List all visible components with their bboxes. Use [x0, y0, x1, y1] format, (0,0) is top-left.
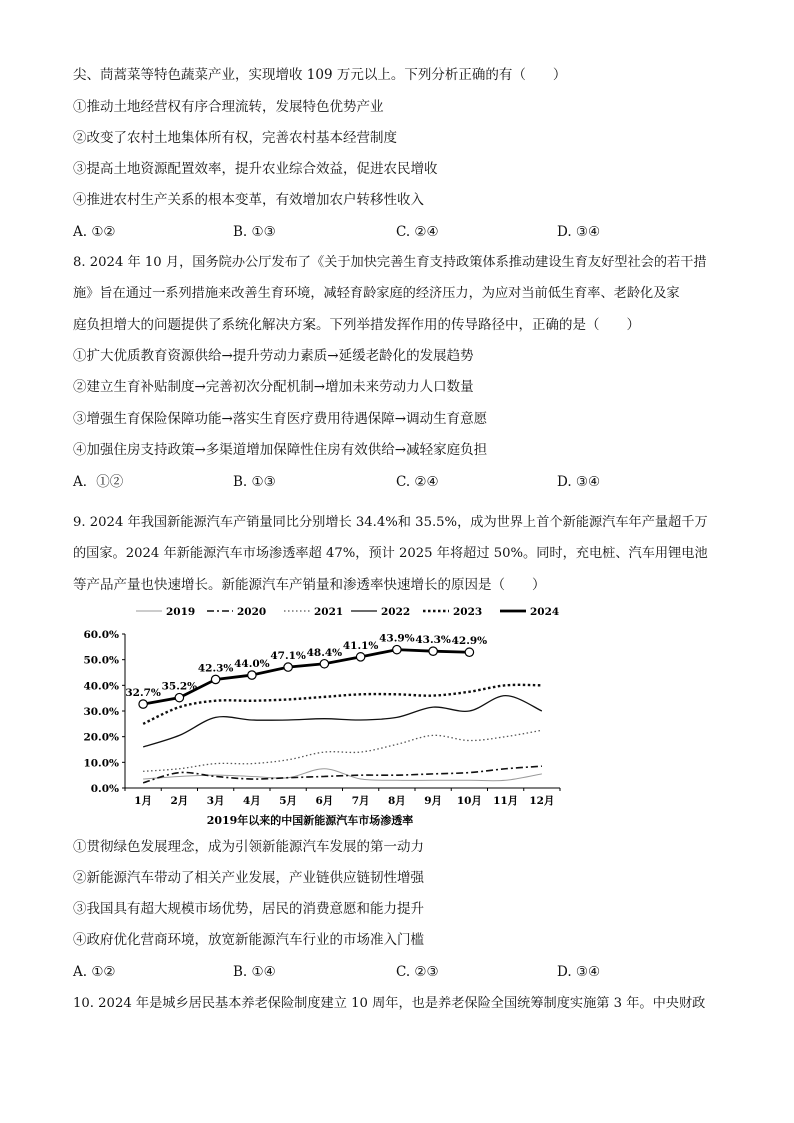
x-tick-label: 7月: [351, 795, 370, 807]
q8-statement-4: ④加强住房支持政策→多渠道增加保障性住房有效供给→减轻家庭负担: [73, 442, 488, 458]
x-tick-label: 8月: [387, 795, 406, 807]
point-2024-8: [393, 645, 401, 653]
q9-stem-line-3: 等产品产量也快速增长。新能源汽车产销量和渗透率快速增长的原因是（ ）: [73, 577, 546, 593]
y-tick-label: 20.0%: [83, 731, 119, 744]
x-tick-label: 9月: [424, 795, 443, 807]
q9-option-b: B. ①④: [233, 964, 276, 980]
q7-statement-4: ④推进农村生产关系的根本变革，有效增加农户转移性收入: [73, 192, 424, 208]
x-tick-label: 5月: [279, 795, 298, 807]
x-tick-label: 10月: [456, 795, 482, 807]
q8-option-b: B. ①③: [233, 474, 276, 490]
point-2024-6: [320, 660, 328, 668]
data-label-2024-10: 42.9%: [451, 635, 488, 648]
y-tick-label: 10.0%: [83, 757, 119, 770]
q9-statement-3: ③我国具有超大规模市场优势，居民的消费意愿和能力提升: [73, 901, 424, 917]
y-tick-label: 50.0%: [83, 654, 119, 667]
x-tick-label: 2月: [170, 795, 189, 807]
data-label-2024-7: 41.1%: [342, 639, 379, 652]
q9-option-a: A. ①②: [73, 964, 116, 980]
q7-option-b: B. ①③: [233, 224, 276, 240]
data-label-2024-5: 47.1%: [270, 650, 306, 663]
point-2024-10: [465, 648, 473, 656]
point-2024-7: [356, 653, 364, 661]
chart-title: 2019年以来的中国新能源汽车市场渗透率: [206, 814, 414, 827]
y-tick-label: 30.0%: [83, 706, 119, 718]
q8-stem-line-2: 施》旨在通过一系列措施来改善生育环境，减轻育龄家庭的经济压力，为应对当前低生育率、老龄化及家: [73, 286, 680, 301]
q9-stem-line-2: 的国家。2024 年新能源汽车市场渗透率超 47%，预计 2025 年将超过 50%。同时，充电桩、汽车用锂电池: [73, 546, 708, 561]
x-tick-label: 4月: [242, 795, 261, 807]
series-line-2023: [143, 685, 542, 724]
x-tick-label: 3月: [206, 795, 225, 807]
q7-statement-3: ③提高土地资源配置效率，提升农业综合效益，促进农民增收: [73, 161, 438, 177]
q9-option-c: C. ②③: [396, 964, 439, 980]
q8-option-a: A．①②: [73, 474, 124, 490]
point-2024-5: [284, 663, 292, 671]
point-2024-4: [248, 671, 256, 679]
legend-label-2020: 2020: [237, 606, 267, 618]
y-tick-label: 0.0%: [90, 783, 119, 795]
legend-label-2021: 2021: [314, 606, 344, 618]
q9-statement-2: ②新能源汽车带动了相关产业发展，产业链供应链韧性增强: [73, 870, 424, 886]
q8-statement-2: ②建立生育补贴制度→完善初次分配机制→增加未来劳动力人口数量: [73, 379, 474, 395]
data-label-2024-2: 35.2%: [161, 680, 198, 693]
y-tick-label: 60.0%: [83, 629, 119, 641]
data-label-2024-8: 43.9%: [379, 632, 415, 645]
data-label-2024-4: 44.0%: [234, 658, 270, 671]
q9-option-d: D. ③④: [557, 964, 601, 980]
legend-label-2022: 2022: [381, 606, 411, 618]
q7-statement-1: ①推动土地经营权有序合理流转，发展特色优势产业: [73, 99, 384, 115]
q7-option-d: D. ③④: [557, 224, 601, 240]
q7-option-a: A. ①②: [73, 224, 116, 240]
q7-statement-2: ②改变了农村土地集体所有权，完善农村基本经营制度: [73, 130, 397, 146]
legend-label-2019: 2019: [166, 606, 196, 618]
q7-intro-tail: 尖、茼蒿菜等特色蔬菜产业，实现增收 109 万元以上。下列分析正确的有（ ）: [73, 67, 567, 83]
x-tick-label: 1月: [134, 795, 153, 807]
q10-stem-line-1: 10. 2024 年是城乡居民基本养老保险制度建立 10 周年，也是养老保险全国统筹制度实施第 3 年。中央财政: [73, 996, 706, 1011]
q8-statement-3: ③增强生育保险保障功能→落实生育医疗费用待遇保障→调动生育意愿: [73, 411, 488, 427]
q9-statement-4: ④政府优化营商环境，放宽新能源汽车行业的市场准入门槛: [73, 932, 424, 948]
y-tick-label: 40.0%: [83, 680, 119, 693]
data-label-2024-3: 42.3%: [197, 662, 234, 675]
point-2024-3: [211, 675, 219, 683]
point-2024-2: [175, 693, 183, 701]
legend-label-2024: 2024: [530, 606, 560, 618]
q9-statement-1: ①贯彻绿色发展理念，成为引领新能源汽车发展的第一动力: [73, 839, 424, 855]
q8-stem-line-3: 庭负担增大的问题提供了系统化解决方案。下列举措发挥作用的传导路径中，正确的是（ ）: [73, 317, 640, 333]
q8-option-c: C. ②④: [396, 474, 439, 490]
point-2024-1: [139, 700, 147, 708]
x-tick-label: 6月: [315, 795, 334, 807]
point-2024-9: [429, 647, 437, 655]
series-line-2022: [143, 696, 542, 747]
q7-option-c: C. ②④: [396, 224, 439, 240]
data-label-2024-9: 43.3%: [415, 634, 451, 647]
data-label-2024-6: 48.4%: [306, 646, 343, 659]
x-tick-label: 12月: [529, 795, 555, 807]
chart-legend: [136, 606, 559, 618]
x-tick-label: 11月: [493, 795, 519, 807]
series-line-2021: [143, 730, 542, 771]
penetration-rate-chart: [60, 600, 580, 828]
q8-option-d: D. ③④: [557, 474, 601, 490]
data-label-2024-1: 32.7%: [125, 687, 161, 700]
q8-stem-line-1: 8. 2024 年 10 月，国务院办公厅发布了《关于加快完善生育支持政策体系推动建设生育友好型社会的若干措: [73, 255, 707, 270]
q9-stem-line-1: 9. 2024 年我国新能源汽车产销量同比分别增长 34.4%和 35.5%，成为世界上首个新能源汽车年产量超千万: [73, 515, 708, 530]
legend-label-2023: 2023: [453, 606, 483, 618]
q8-statement-1: ①扩大优质教育资源供给→提升劳动力素质→延缓老龄化的发展趋势: [73, 348, 474, 364]
